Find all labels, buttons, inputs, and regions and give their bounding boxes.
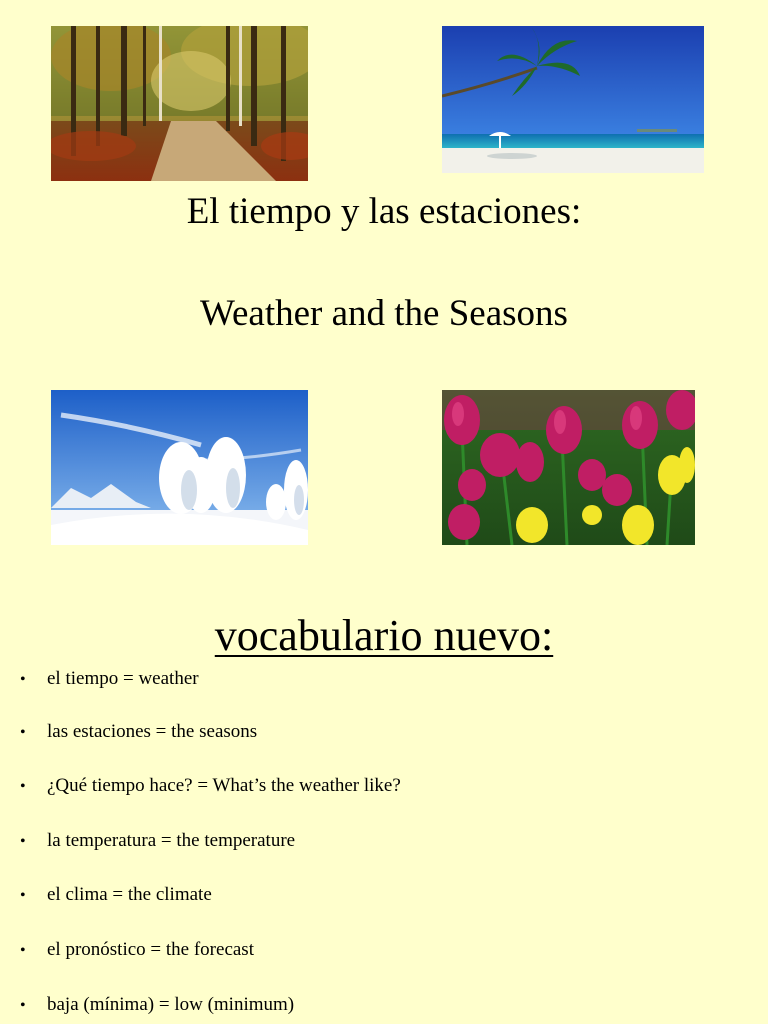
bullet-icon: • xyxy=(20,778,26,795)
bullet-icon: • xyxy=(20,724,26,741)
vocab-text: el clima = the climate xyxy=(47,884,212,905)
vocab-text: las estaciones = the seasons xyxy=(47,721,258,742)
list-item xyxy=(20,775,740,798)
bullet-icon: • xyxy=(20,833,26,850)
vocab-text: ¿Qué tiempo hace? = What’s the weather like? xyxy=(47,775,401,796)
title-english: Weather and the Seasons xyxy=(200,293,568,334)
list-item xyxy=(20,939,740,962)
vocab-text: baja (mínima) = low (minimum) xyxy=(47,994,295,1015)
vocab-text: el pronóstico = the forecast xyxy=(47,939,254,960)
list-item xyxy=(20,884,740,907)
vocab-text: el tiempo = weather xyxy=(47,668,199,689)
vocab-heading: vocabulario nuevo: xyxy=(214,611,554,660)
list-item xyxy=(20,721,740,744)
bullet-icon: • xyxy=(20,997,26,1014)
bullet-icon: • xyxy=(20,942,26,959)
list-item xyxy=(20,668,740,691)
tulips-photo xyxy=(442,390,695,545)
list-item xyxy=(20,830,740,853)
title-spanish: El tiempo y las estaciones: xyxy=(186,191,582,232)
vocab-text: la temperatura = the temperature xyxy=(47,830,296,851)
bullet-icon: • xyxy=(20,671,26,688)
autumn-forest-photo xyxy=(51,26,308,181)
list-item xyxy=(20,994,740,1017)
bullet-icon: • xyxy=(20,887,26,904)
beach-photo xyxy=(442,26,704,173)
winter-photo xyxy=(51,390,308,545)
